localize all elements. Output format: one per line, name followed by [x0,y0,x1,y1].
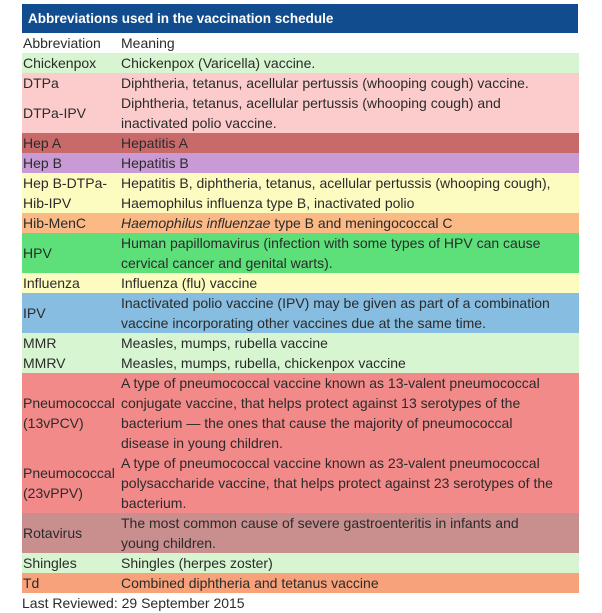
table-row [22,133,579,153]
meaning-cell [121,53,579,73]
meaning-cell [121,133,579,153]
abbreviation-cell [22,153,121,173]
meaning-text: Diphtheria, tetanus, acellular pertussis (whooping cough) and [121,95,501,111]
meaning-cell [121,373,579,453]
abbreviation-text: Hep A [23,135,62,151]
meaning-cell [121,293,579,333]
abbreviation-cell [22,213,121,233]
meaning-text: cervical cancer and genital warts). [121,255,333,271]
abbreviation-cell [22,333,121,353]
column-header-meaning: Meaning [121,35,175,51]
meaning-text: The most common cause of severe gastroenteritis in infants and [121,515,519,531]
meaning-text: Hepatitis A [121,135,188,151]
abbreviation-cell [22,373,121,453]
abbreviation-text: Hib-MenC [23,215,87,231]
abbreviation-text: Hib-IPV [23,195,72,211]
meaning-text: Inactivated polio vaccine (IPV) may be given as part of a combination [121,295,550,311]
table-row [22,453,579,513]
abbreviation-cell [22,293,121,333]
table-row [22,153,579,173]
abbreviation-text: Shingles [23,555,77,571]
meaning-text: Hepatitis B, diphtheria, tetanus, acellular pertussis (whooping cough), [121,175,551,191]
abbreviation-text: Pneumococcal [23,465,115,481]
table-row [22,73,579,93]
meaning-italic-text: Haemophilus influenzae [121,215,271,231]
meaning-text: A type of pneumococcal vaccine known as 13-valent pneumococcal [121,375,540,391]
abbreviation-cell [22,513,121,553]
meaning-text: Chickenpox (Varicella) vaccine. [121,55,316,71]
abbreviation-text: IPV [23,305,46,321]
meaning-cell [121,153,579,173]
abbreviation-cell [22,273,121,293]
meaning-cell [121,93,579,133]
abbreviation-text: Td [23,575,40,591]
abbreviation-cell [22,353,121,373]
abbreviation-cell [22,553,121,573]
meaning-cell [121,73,579,93]
abbreviation-text: (13vPCV) [23,415,84,431]
meaning-cell [121,553,579,573]
abbreviations-table [22,33,579,593]
table-row [22,553,579,573]
meaning-text: disease in young children. [121,435,283,451]
table-row [22,173,579,213]
abbreviation-cell [22,133,121,153]
meaning-text: conjugate vaccine, that helps protect against 13 serotypes of the [121,395,521,411]
table-row [22,53,579,73]
meaning-text: bacterium — the ones that cause the majority of pneumococcal [121,415,513,431]
column-header-abbreviation: Abbreviation [23,35,101,51]
table-header-row [22,33,579,53]
meaning-cell [121,233,579,273]
last-reviewed: Last Reviewed: 29 September 2015 [22,595,245,611]
meaning-cell [121,513,579,553]
vaccination-abbreviations-panel [22,4,578,593]
meaning-cell [121,173,579,213]
meaning-text: inactivated polio vaccine. [121,115,277,131]
abbreviation-text: Hep B [23,155,62,171]
meaning-text: type B and meningococcal C [270,215,453,231]
abbreviation-cell [22,93,121,133]
abbreviation-text: DTPa [23,75,59,91]
table-row [22,353,579,373]
abbreviation-cell [22,573,121,593]
meaning-text: Influenza (flu) vaccine [121,275,258,291]
abbreviation-text: Chickenpox [23,55,97,71]
abbreviation-cell [22,173,121,213]
abbreviation-cell [22,453,121,513]
abbreviation-cell [22,233,121,273]
meaning-text: vaccine incorporating other vaccines due at the same time. [121,315,486,331]
abbreviation-text: MMRV [23,355,66,371]
table-row [22,513,579,553]
meaning-text: A type of pneumococcal vaccine known as 23-valent pneumococcal [121,455,540,471]
meaning-text: young children. [121,535,216,551]
table-row [22,333,579,353]
meaning-cell [121,453,579,513]
table-row [22,293,579,333]
meaning-text: Measles, mumps, rubella vaccine [121,335,328,351]
abbreviation-text: Hep B-DTPa- [23,175,108,191]
abbreviation-text: Influenza [23,275,80,291]
meaning-text: bacterium. [121,495,187,511]
table-row [22,573,579,593]
table-row [22,93,579,133]
abbreviation-text: Pneumococcal [23,395,115,411]
meaning-text: Human papillomavirus (infection with some types of HPV can cause [121,235,541,251]
abbreviation-text: HPV [23,245,52,261]
abbreviation-cell [22,53,121,73]
meaning-cell [121,273,579,293]
table-row [22,373,579,453]
meaning-text: Measles, mumps, rubella, chickenpox vaccine [121,355,406,371]
meaning-text: Diphtheria, tetanus, acellular pertussis (whooping cough) vaccine. [121,75,529,91]
meaning-text: Combined diphtheria and tetanus vaccine [121,575,379,591]
meaning-text: Shingles (herpes zoster) [121,555,273,571]
table-row [22,233,579,273]
abbreviation-text: (23vPPV) [23,485,83,501]
table-row [22,273,579,293]
meaning-text: Hepatitis B [121,155,189,171]
abbreviation-text: MMR [23,335,57,351]
meaning-text: polysaccharide vaccine, that helps protect against 23 serotypes of the [121,475,553,491]
table-title: Abbreviations used in the vaccination schedule [22,4,578,33]
abbreviation-text: Rotavirus [23,525,83,541]
abbreviation-text: DTPa-IPV [23,105,87,121]
meaning-cell [121,573,579,593]
abbreviation-cell [22,73,121,93]
meaning-text: Haemophilus influenza type B, inactivated polio [121,195,415,211]
meaning-cell [121,213,579,233]
meaning-cell [121,353,579,373]
meaning-cell [121,333,579,353]
table-row [22,213,579,233]
